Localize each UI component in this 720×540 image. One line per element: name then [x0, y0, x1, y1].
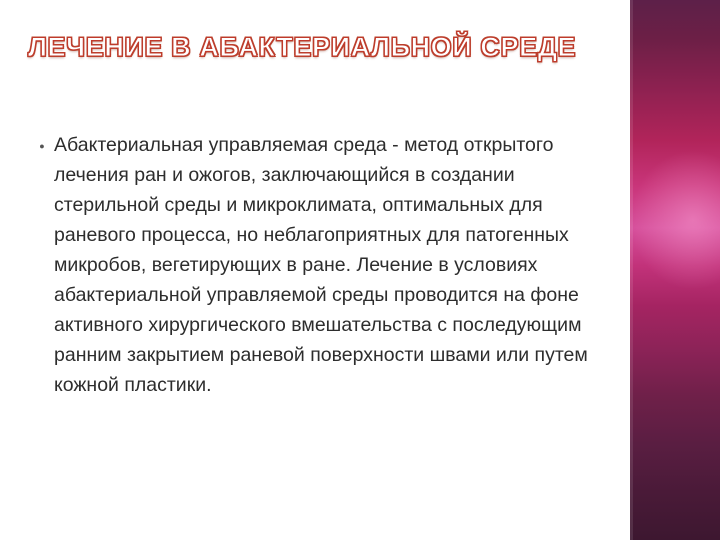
decorative-gradient-band [630, 0, 720, 540]
body-paragraph: Абактериальная управляемая среда - метод открытого лечения ран и ожогов, заключающийся в создании стерильной среды и микроклимата, оптимальных для раневого процесса, но неблагоприятных для патогенных микробов, вегетирующих в ране. Лечение в условиях абактериальной управляемой среды проводится на фоне активного хирургического вмешательства с последующим ранним закрытием раневой поверхности швами или путем кожной пластики. [54, 134, 594, 396]
band-highlight-glow [630, 150, 720, 290]
bullet-dot-icon [30, 130, 54, 153]
body-bullet-item [30, 130, 594, 400]
slide-title: ЛЕЧЕНИЕ В АБАКТЕРИАЛЬНОЙ СРЕДЕ [28, 32, 577, 62]
